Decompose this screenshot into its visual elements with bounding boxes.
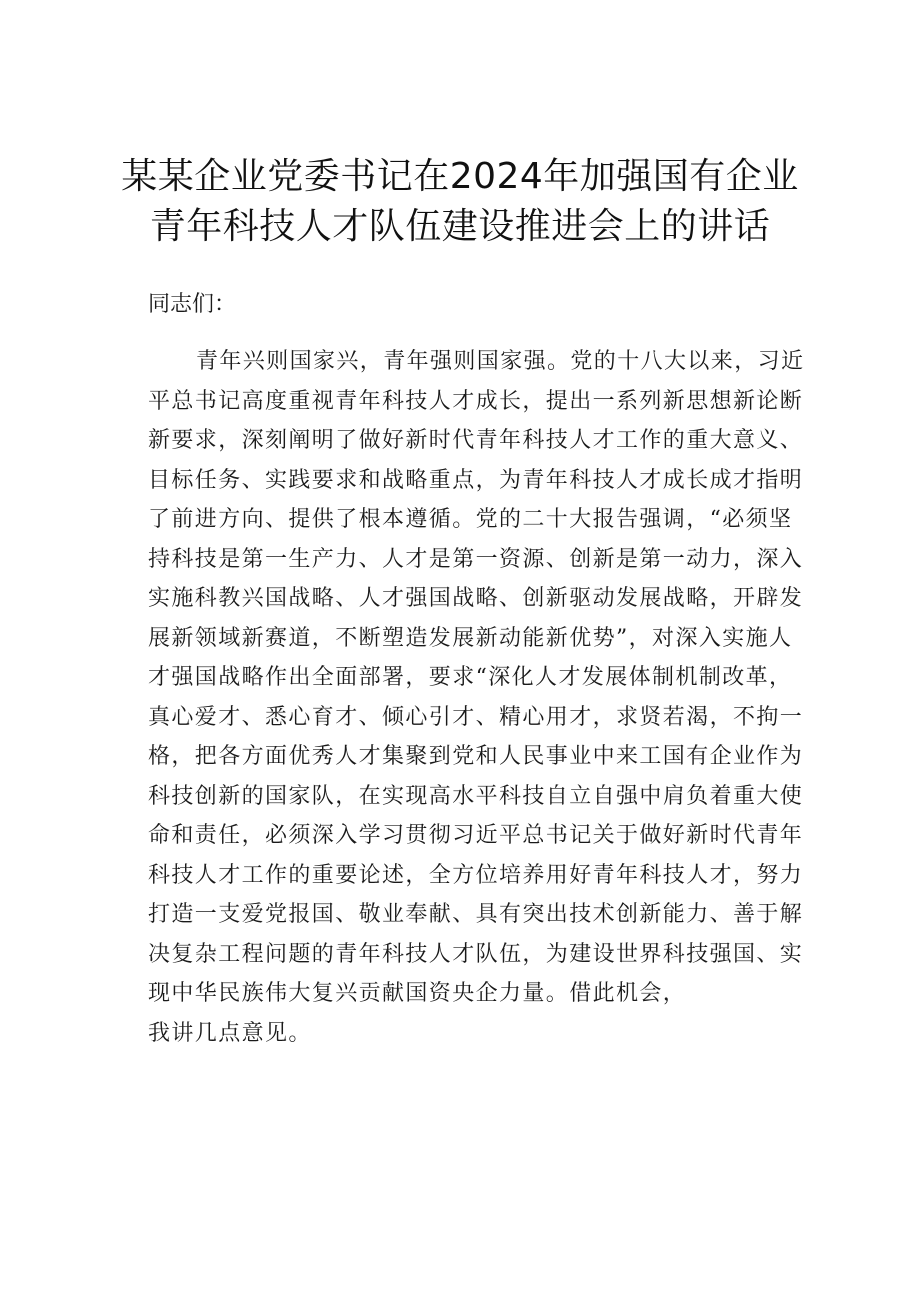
closing-line: 我讲几点意见。: [148, 1020, 312, 1046]
document-title: [0, 152, 920, 252]
paragraph-line: 现中华民族伟大复兴贡献国资央企力量。借此机会，: [148, 981, 687, 1006]
paragraph-line: 了前进方向、提供了根本遵循。党的二十大报告强调，“必须坚: [148, 507, 793, 532]
paragraph-line: 决复杂工程问题的青年科技人才队伍，为建设世界科技强国、实: [148, 941, 804, 967]
paragraph-line: 青年兴则国家兴，青年强则国家强。党的十八大以来，习近: [196, 349, 805, 374]
document-body: [148, 288, 808, 1053]
paragraph-line: 才强国战略作出全面部署，要求“深化人才发展体制机制改革，: [148, 665, 793, 690]
salutation: 同志们：: [148, 292, 237, 317]
paragraph-line: 新要求，深刻阐明了做好新时代青年科技人才工作的重大意义、: [148, 428, 804, 453]
paragraph-line: 目标任务、实践要求和战略重点，为青年科技人才成长成才指明: [148, 467, 804, 493]
paragraph-line: 命和责任，必须深入学习贯彻习近平总书记关于做好新时代青年: [148, 823, 804, 848]
title-line-1: 某某企业党委书记在2024年加强国有企业: [121, 156, 799, 197]
title-line-2: 青年科技人才队伍建设推进会上的讲话: [149, 206, 771, 247]
paragraph-line: 格，把各方面优秀人才集聚到党和人民事业中来工国有企业作为: [148, 744, 804, 769]
paragraph-line: 真心爱才、悉心育才、倾心引才、精心用才，求贤若渴，不拘一: [148, 704, 804, 730]
opening-paragraph: [148, 342, 808, 1014]
paragraph-line: 持科技是第一生产力、人才是第一资源、创新是第一动力，深入: [148, 546, 804, 572]
paragraph-line: 平总书记高度重视青年科技人才成长，提出一系列新思想新论断: [148, 388, 804, 414]
paragraph-line: 科技创新的国家队，在实现高水平科技自立自强中肩负着重大使: [148, 783, 804, 809]
paragraph-line: 展新领域新赛道，不断塑造发展新动能新优势”，对深入实施人: [148, 625, 793, 651]
paragraph-line: 科技人才工作的重要论述，全方位培养用好青年科技人才，努力: [148, 862, 804, 888]
paragraph-line: 实施科教兴国战略、人才强国战略、创新驱动发展战略，开辟发: [148, 586, 804, 611]
paragraph-line: 打造一支爱党报国、敬业奉献、具有突出技术创新能力、善于解: [148, 902, 804, 927]
